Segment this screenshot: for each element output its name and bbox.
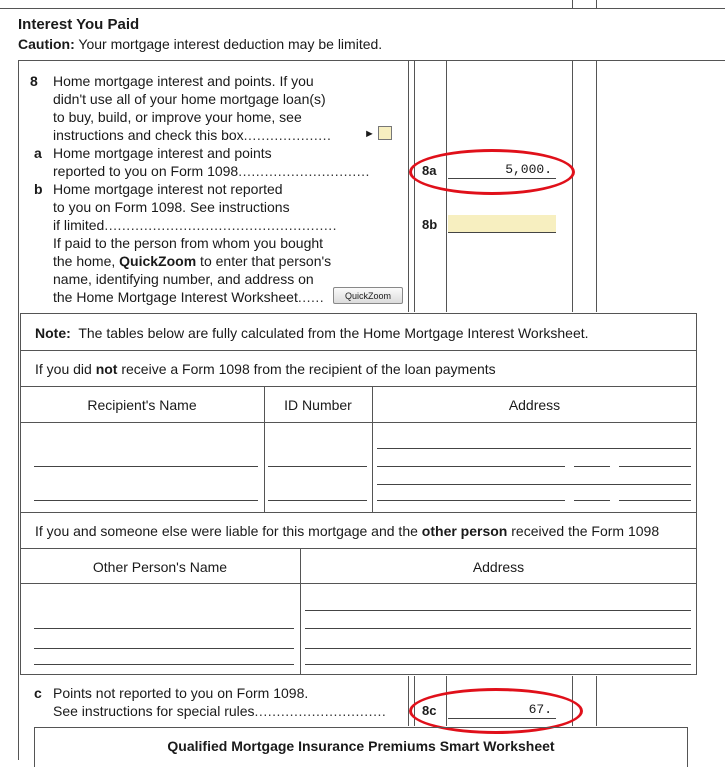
table1-intro-a: If you did: [35, 361, 96, 377]
note-label: Note:: [35, 325, 71, 341]
line8b-letter: b: [34, 181, 43, 197]
table2-address-field[interactable]: [305, 628, 691, 629]
col-divider: [572, 0, 573, 8]
line8b-para-4: [53, 288, 324, 306]
table1-id-field[interactable]: [268, 500, 367, 501]
col-line: [572, 60, 573, 312]
table2-address-field[interactable]: [305, 648, 691, 649]
col-line: [596, 676, 597, 726]
col-divider: [596, 0, 597, 8]
caution-label: Caution:: [18, 36, 75, 52]
line8c-box-label: 8c: [422, 703, 437, 718]
table1-name-field[interactable]: [34, 500, 258, 501]
note-line: [35, 324, 589, 342]
table2-address-field[interactable]: [305, 610, 691, 611]
line8b-box-label: 8b: [422, 217, 438, 232]
table2-intro-b: other person: [421, 523, 508, 539]
col-line: [572, 676, 573, 726]
line8-text-3: to buy, build, or improve your home, see: [53, 109, 302, 125]
table2-header-name: Other Person's Name: [92, 559, 228, 575]
table2-intro: [35, 522, 659, 540]
line8b-text-2: to you on Form 1098. See instructions: [53, 199, 290, 215]
top-rule: [0, 8, 725, 9]
section-rule: [18, 60, 725, 61]
line8a-letter: a: [34, 145, 42, 161]
table-rule: [20, 512, 697, 513]
leader-dots: ....................: [243, 127, 332, 143]
quickzoom-keyword: QuickZoom: [119, 253, 197, 269]
table1-city-field[interactable]: [377, 466, 565, 467]
table1-address-field[interactable]: [377, 484, 691, 485]
line8b-para-4-label: the Home Mortgage Interest Worksheet: [53, 289, 298, 305]
line8b-para-2c: to enter that person's: [196, 253, 332, 269]
section-title: Interest You Paid: [18, 16, 140, 33]
table-rule: [20, 350, 697, 351]
line8-number: 8: [30, 73, 38, 89]
table2-intro-a: If you and someone else were liable for this mortgage and the: [35, 523, 422, 539]
table-rule: [20, 548, 697, 549]
table1-header-name: Recipient's Name: [87, 397, 197, 413]
line8b-text-3: [53, 216, 337, 234]
col-line: [596, 60, 597, 312]
col-line: [408, 676, 409, 726]
table2-name-field[interactable]: [34, 648, 294, 649]
line8c-text-2-label: See instructions for special rules: [53, 703, 255, 719]
caution-line: [18, 35, 382, 53]
line8c-text-1: Points not reported to you on Form 1098.: [53, 685, 309, 701]
caution-text: Your mortgage interest deduction may be limited.: [78, 36, 383, 52]
table1-state-field[interactable]: [574, 466, 610, 467]
table1-intro-c: receive a Form 1098 from the recipient of the loan payments: [117, 361, 496, 377]
table1-col-line: [372, 386, 373, 512]
arrow-icon: ►: [364, 128, 375, 140]
line8b-amount-field[interactable]: [448, 215, 556, 233]
table1-name-field[interactable]: [34, 466, 258, 467]
col-line: [414, 60, 415, 312]
table1-id-field[interactable]: [268, 466, 367, 467]
line8b-text-1: Home mortgage interest not reported: [53, 181, 283, 197]
line8b-para-2a: the home,: [53, 253, 120, 269]
col-line: [408, 60, 409, 312]
line8a-text-1: Home mortgage interest and points: [53, 145, 272, 161]
table2-col-line: [300, 548, 301, 675]
quickzoom-button[interactable]: QuickZoom: [333, 287, 403, 304]
line8a-text-2: [53, 162, 370, 180]
line8a-amount-field[interactable]: 5,000.: [448, 161, 556, 179]
leader-dots: ..............................: [238, 163, 370, 179]
line8b-para-1: If paid to the person from whom you bought: [53, 235, 324, 251]
leader-dots: ......: [297, 289, 325, 305]
line8b-para-2: [53, 252, 331, 270]
table-rule: [20, 386, 697, 387]
next-section-title: Qualified Mortgage Insurance Premiums Smart Worksheet: [167, 738, 555, 754]
line8-text-4-label: instructions and check this box: [53, 127, 244, 143]
line8c-text-2: [53, 702, 386, 720]
line8a-box-label: 8a: [422, 163, 437, 178]
line8b-para-3: name, identifying number, and address on: [53, 271, 314, 287]
line8-text-4: [53, 126, 331, 144]
col-line: [446, 60, 447, 312]
limit-checkbox[interactable]: [378, 126, 392, 140]
table1-intro-b: not: [95, 361, 118, 377]
table-rule: [20, 422, 697, 423]
table2-name-field[interactable]: [34, 664, 294, 665]
table1-zip-field[interactable]: [619, 500, 691, 501]
line8c-amount-field[interactable]: 67.: [448, 701, 556, 719]
table2-header-address: Address: [472, 559, 525, 575]
col-line: [446, 676, 447, 726]
leader-dots: ..............................: [254, 703, 387, 719]
left-border: [18, 60, 19, 760]
line8-text-1: Home mortgage interest and points. If you: [53, 73, 314, 89]
table2-name-field[interactable]: [34, 628, 294, 629]
table1-zip-field[interactable]: [619, 466, 691, 467]
table1-city-field[interactable]: [377, 500, 565, 501]
col-line: [414, 676, 415, 726]
table1-address-field[interactable]: [377, 448, 691, 449]
table1-col-line: [264, 386, 265, 512]
table1-state-field[interactable]: [574, 500, 610, 501]
table1-intro: [35, 360, 496, 378]
table1-header-id: ID Number: [284, 397, 352, 413]
table2-address-field[interactable]: [305, 664, 691, 665]
table2-intro-c: received the Form 1098: [507, 523, 660, 539]
table1-header-address: Address: [508, 397, 561, 413]
leader-dots: .....................................................: [104, 217, 338, 233]
table-rule: [20, 583, 697, 584]
line8a-text-2-label: reported to you on Form 1098: [53, 163, 239, 179]
line8b-text-3-label: if limited: [53, 217, 105, 233]
note-text: The tables below are fully calculated from the Home Mortgage Interest Worksheet.: [78, 325, 589, 341]
line8-text-2: didn't use all of your home mortgage loan(s): [53, 91, 326, 107]
line8c-letter: c: [34, 685, 42, 701]
